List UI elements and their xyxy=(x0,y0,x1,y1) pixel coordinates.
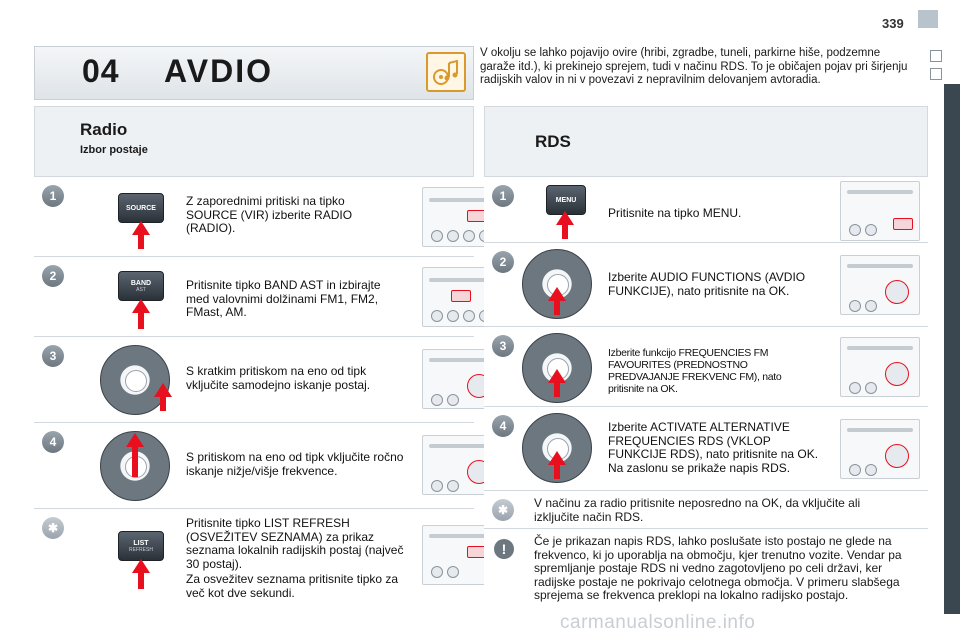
step-text: Izberite ACTIVATE ALTERNATIVE FREQUENCIES RDS (VKLOP FUNKCIJE RDS), nato pritisnite na OK. Na zaslonu se prikaže napis RDS. xyxy=(608,420,819,475)
step-text: Izberite funkcijo FREQUENCIES FM FAVOURITES (PREDNOSTNO PREDVAJANJE FREKVENC FM), nato pritisnite na OK. xyxy=(608,347,782,395)
rds-step-1 xyxy=(484,176,928,242)
radio-step-3 xyxy=(34,336,474,422)
radio-tip xyxy=(34,508,474,608)
step-text: Izberite AUDIO FUNCTIONS (AVDIO FUNKCIJE), nato pritisnite na OK. xyxy=(608,270,806,298)
step-text: Pritisnite tipko LIST REFRESH (OSVEŽITEV SEZNAMA) za prikaz seznama lokalnih radijskih postaj (največ 30 postaj). xyxy=(186,516,404,571)
corner-mark xyxy=(918,10,938,28)
press-arrow-icon xyxy=(126,433,144,447)
side-checkbox-1 xyxy=(930,50,942,62)
menu-button-icon: MENU xyxy=(546,185,586,215)
press-arrow-stem xyxy=(554,301,560,315)
press-arrow-stem xyxy=(138,573,144,589)
press-arrow-stem xyxy=(562,225,568,239)
radio-title: Radio xyxy=(80,120,128,139)
press-arrow-stem xyxy=(160,397,166,411)
step-text: S pritiskom na eno od tipk vključite ročno iskanje nižje/višje frekvence. xyxy=(186,450,404,478)
press-arrow-stem xyxy=(554,465,560,479)
radio-step-1 xyxy=(34,176,474,256)
press-arrow-icon xyxy=(548,451,566,465)
tip-lightbulb-icon: ✱ xyxy=(42,517,64,539)
press-arrow-icon xyxy=(548,369,566,383)
chapter-header xyxy=(34,46,474,100)
press-arrow-stem xyxy=(138,313,144,329)
side-checkbox-2 xyxy=(930,68,942,80)
rds-step-3 xyxy=(484,326,928,406)
side-bar xyxy=(944,84,960,614)
chapter-title: AVDIO xyxy=(164,53,273,89)
step-number: 4 xyxy=(492,415,514,437)
press-arrow-icon xyxy=(154,383,172,397)
rds-step-2 xyxy=(484,242,928,326)
band-ast-button-icon: BAND AST xyxy=(118,271,164,301)
radio-step-4 xyxy=(34,422,474,508)
warning-text: Če je prikazan napis RDS, lahko poslušate isto postajo ne glede na frekvenco, ki jo uporablja na območju, kjer trenutno vozite. Vendar pa spremljanje postaje RDS ni vedno zagotovljeno po celi državi, ker radijske postaje ne pokrivajo celotnega območja. V primeru slabšega sprejema se frekvenca preklopi na lokalno radijsko postajo. xyxy=(534,534,902,602)
rds-step-4 xyxy=(484,406,928,490)
radio-step-2 xyxy=(34,256,474,336)
step-number: 3 xyxy=(42,345,64,367)
note-text: V načinu za radio pritisnite neposredno na OK, da vključite ali izključite način RDS. xyxy=(534,496,861,524)
tip-lightbulb-icon: ✱ xyxy=(492,499,514,521)
press-arrow-icon xyxy=(548,287,566,301)
rds-warning xyxy=(484,528,928,608)
press-arrow-icon xyxy=(132,559,150,573)
press-arrow-icon xyxy=(132,221,150,235)
radio-unit-thumbnail xyxy=(840,181,920,241)
radio-unit-thumbnail xyxy=(840,419,920,479)
step-number: 2 xyxy=(42,265,64,287)
rds-note xyxy=(484,490,928,528)
step-number: 2 xyxy=(492,251,514,273)
step-number: 3 xyxy=(492,335,514,357)
step-number: 1 xyxy=(492,185,514,207)
radio-unit-thumbnail xyxy=(840,337,920,397)
radio-unit-thumbnail xyxy=(840,255,920,315)
step-number: 1 xyxy=(42,185,64,207)
step-text: Pritisnite tipko BAND AST in izbirajte med valovnimi dolžinami FM1, FM2, FMast, AM. xyxy=(186,278,381,319)
watermark: carmanualsonline.info xyxy=(560,612,756,633)
rds-title: RDS xyxy=(535,132,571,151)
radio-subtitle: Izbor postaje xyxy=(80,144,148,156)
press-arrow-stem xyxy=(554,383,560,397)
audio-chapter-icon xyxy=(426,52,466,92)
chapter-number: 04 xyxy=(82,53,120,89)
page-number: 339 xyxy=(882,16,904,31)
list-refresh-button-icon: LIST REFRESH xyxy=(118,531,164,561)
source-button-icon: SOURCE xyxy=(118,193,164,223)
step-text: Pritisnite na tipko MENU. xyxy=(608,206,742,220)
step-text: Z zaporednimi pritiski na tipko SOURCE (VIR) izberite RADIO (RADIO). xyxy=(186,194,353,235)
press-arrow-icon xyxy=(556,211,574,225)
press-arrow-stem xyxy=(132,447,138,477)
warning-exclamation-icon: ! xyxy=(494,539,514,559)
press-arrow-stem xyxy=(138,235,144,249)
step-text: S kratkim pritiskom na eno od tipk vključite samodejno iskanje postaj. xyxy=(186,364,371,392)
intro-text: V okolju se lahko pojavijo ovire (hribi, zgradbe, tuneli, parkirne hiše, podzemne garaže itd.), ki prekinejo sprejem, tudi v načinu RDS. To je običajen pojav pri širjenju radijskih valov in ni v povezavi z nepravilnim delovanjem avtoradia. xyxy=(480,47,908,86)
press-arrow-icon xyxy=(132,299,150,313)
step-text-2: Za osvežitev seznama pritisnite tipko za več kot dve sekundi. xyxy=(186,572,399,600)
step-number: 4 xyxy=(42,431,64,453)
